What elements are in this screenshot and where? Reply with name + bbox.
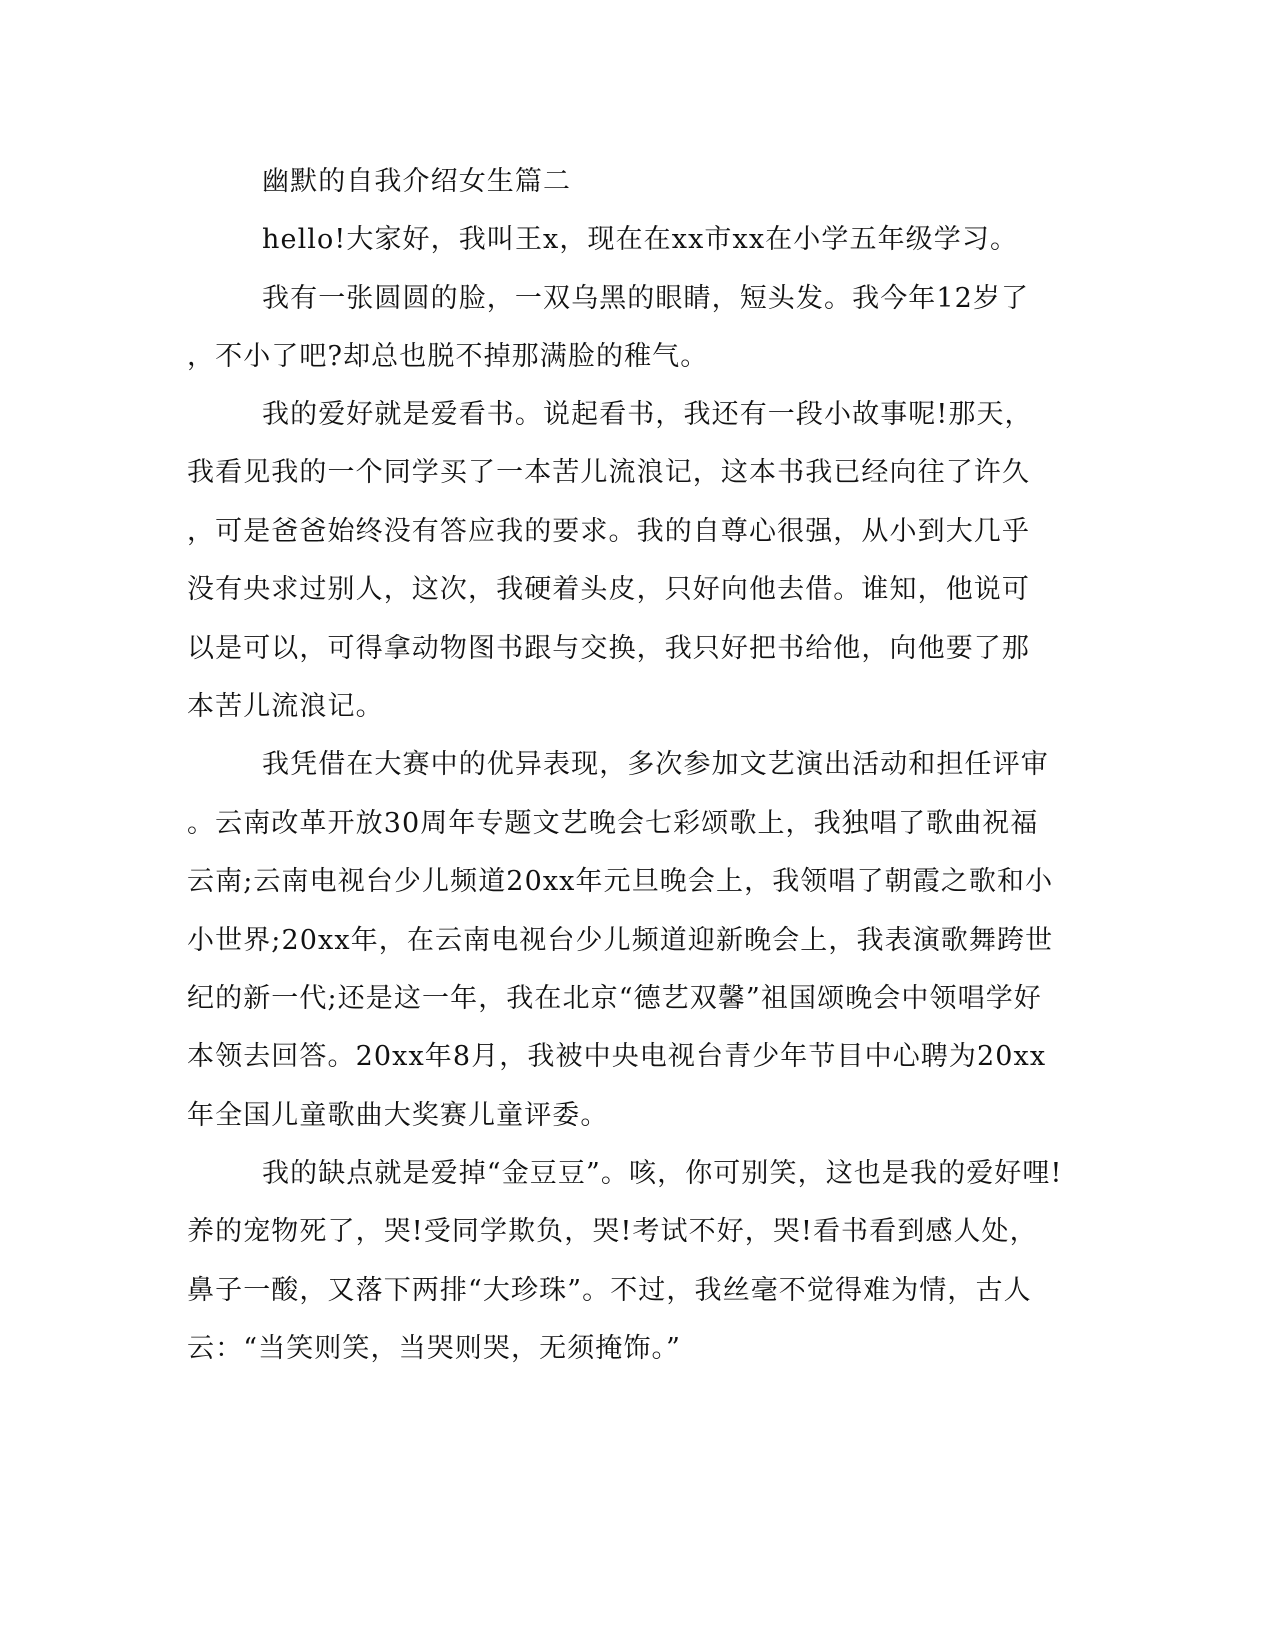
paragraph-line: 我的缺点就是爱掉“金豆豆”。咳，你可别笑，这也是我的爱好哩!: [262, 1158, 1063, 1189]
paragraph-line: 小世界;20xx年，在云南电视台少儿频道迎新晚会上，我表演歌舞跨世: [187, 925, 1054, 956]
paragraph-line: 我有一张圆圆的脸，一双乌黑的眼睛，短头发。我今年12岁了: [262, 283, 1030, 314]
paragraph-line: hello!大家好，我叫王x，现在在xx市xx在小学五年级学习。: [262, 224, 1019, 255]
paragraph-line: 以是可以，可得拿动物图书跟与交换，我只好把书给他，向他要了那: [187, 633, 1030, 664]
paragraph-line: 。云南改革开放30周年专题文艺晚会七彩颂歌上，我独唱了歌曲祝福: [187, 808, 1039, 839]
paragraph-line: 纪的新一代;还是这一年，我在北京“德艺双馨”祖国颂晚会中领唱学好: [187, 983, 1042, 1014]
paragraph-line: 本领去回答。20xx年8月，我被中央电视台青少年节目中心聘为20xx: [187, 1041, 1047, 1072]
document-title: 幽默的自我介绍女生篇二: [262, 166, 572, 197]
paragraph-line: 云南;云南电视台少儿频道20xx年元旦晚会上，我领唱了朝霞之歌和小: [187, 866, 1054, 897]
paragraph-line: 没有央求过别人，这次，我硬着头皮，只好向他去借。谁知，他说可: [187, 574, 1030, 605]
paragraph-line: ，可是爸爸始终没有答应我的要求。我的自尊心很强，从小到大几乎: [187, 516, 1030, 547]
paragraph-line: 我凭借在大赛中的优异表现，多次参加文艺演出活动和担任评审: [262, 749, 1049, 780]
paragraph-line: 云：“当笑则笑，当哭则哭，无须掩饰。”: [187, 1333, 682, 1364]
paragraph-line: 我的爱好就是爱看书。说起看书，我还有一段小故事呢!那天，: [262, 399, 1033, 430]
paragraph-line: 养的宠物死了，哭!受同学欺负，哭!考试不好，哭!看书看到感人处，: [187, 1216, 1038, 1247]
paragraph-line: ，不小了吧?却总也脱不掉那满脸的稚气。: [187, 341, 709, 372]
paragraph-line: 本苦儿流浪记。: [187, 691, 384, 722]
paragraph-line: 我看见我的一个同学买了一本苦儿流浪记，这本书我已经向往了许久: [187, 457, 1030, 488]
paragraph-line: 年全国儿童歌曲大奖赛儿童评委。: [187, 1100, 609, 1131]
paragraph-line: 鼻子一酸，又落下两排“大珍珠”。不过，我丝毫不觉得难为情，古人: [187, 1275, 1032, 1306]
